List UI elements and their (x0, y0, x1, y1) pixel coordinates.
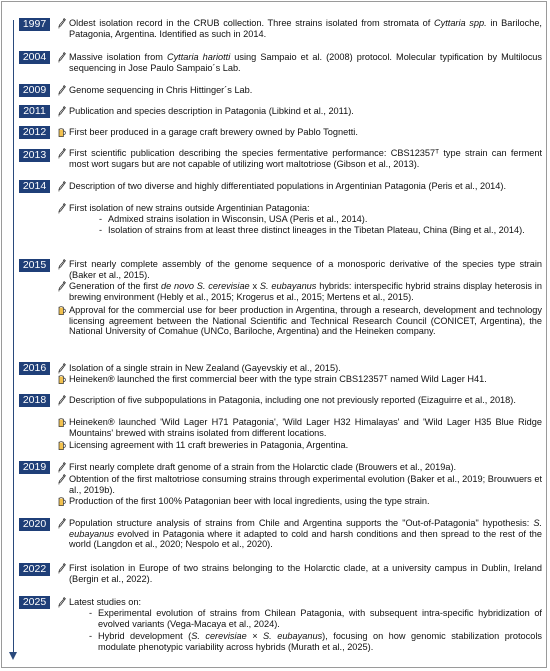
year-badge: 2009 (19, 84, 50, 97)
sub-item: - Experimental evolution of strains from Chilean Patagonia, with subsequent intra-specific hybridization of evolved variants (Vega-Macaya et al., 2024). (89, 608, 542, 629)
timeline-axis (13, 20, 14, 654)
timeline-item (58, 203, 542, 214)
sub-item-text: Experimental evolution of strains from Chilean Patagonia, with subsequent intra-specific hybridization of evolved variants (Vega-Macaya et al., 2024). (98, 608, 542, 629)
year-badge: 2012 (19, 126, 50, 139)
timeline-item (58, 259, 542, 280)
year-badge: 2015 (19, 259, 50, 272)
item-text: Production of the first 100% Patagonian beer with local ingredients, using the type strain. (69, 496, 430, 506)
pipette-icon (58, 106, 66, 117)
timeline-item (58, 305, 542, 337)
pipette-icon (58, 148, 66, 159)
timeline-arrow-icon (9, 652, 17, 660)
item-text: First isolation of new strains outside Argentinian Patagonia: (69, 203, 310, 213)
pipette-icon (58, 181, 66, 192)
pipette-icon (58, 259, 66, 270)
pipette-icon (58, 281, 66, 292)
year-badge: 2014 (19, 180, 50, 193)
item-text: Heineken® launched the first commercial beer with the type strain CBS12357ᵀ named Wild Lager H41. (69, 374, 487, 384)
beer-mug-icon (58, 417, 66, 428)
item-text: First isolation in Europe of two strains belonging to the Holarctic clade, at a university campus in Dublin, Ireland (Bergin et al., 2022). (69, 563, 542, 584)
sub-item-text: Isolation of strains from at least three distinct lineages in the Tibetan Plateau, China (Bing et al., 2014). (108, 225, 525, 235)
item-text: Isolation of a single strain in New Zealand (Gayevskiy et al., 2015). (69, 363, 341, 373)
beer-mug-icon (58, 127, 66, 138)
pipette-icon (58, 363, 66, 374)
sub-item-text: Hybrid development (S. cerevisiae × S. eubayanus), focusing on how genomic stabilization protocols modulate phenotypic variability across hybrids (Murath et al., 2025). (98, 631, 542, 652)
item-text: Description of five subpopulations in Patagonia, including one not previously reported (Eizaguirre et al., 2018). (69, 395, 516, 405)
timeline-item (58, 474, 542, 495)
timeline-item (58, 417, 542, 438)
item-text: Publication and species description in Patagonia (Libkind et al., 2011). (69, 106, 354, 116)
timeline-item (58, 597, 542, 608)
year-badge: 2018 (19, 394, 50, 407)
sub-item: - Admixed strains isolation in Wisconsin, USA (Peris et al., 2014). (99, 214, 368, 224)
item-text: Description of two diverse and highly differentiated populations in Argentinian Patagonia (Peris et al., 2014). (69, 181, 507, 191)
timeline-item (58, 85, 542, 96)
timeline-item (58, 518, 542, 550)
timeline-item (58, 440, 542, 451)
year-badge: 2022 (19, 563, 50, 576)
pipette-icon (58, 203, 66, 214)
pipette-icon (58, 563, 66, 574)
item-text: Generation of the first de novo S. cerevisiae x S. eubayanus hybrids: interspecific hybrid strains display heterosis in brewing environment (Hebly et al., 2015; Krogerus et al., 2015; Mertens et al., 2015). (69, 281, 542, 302)
timeline-item (58, 395, 542, 406)
year-badge: 2025 (19, 596, 50, 609)
item-text: Heineken® launched 'Wild Lager H71 Patagonia', 'Wild Lager H32 Himalayas' and 'Wild Lager H35 Blue Ridge Mountains' brewed with strains isolated from different locations. (69, 417, 542, 438)
item-text: Genome sequencing in Chris Hittinger´s Lab. (69, 85, 253, 95)
sub-item: - Isolation of strains from at least three distinct lineages in the Tibetan Plateau, China (Bing et al., 2014). (99, 225, 525, 235)
timeline-item (58, 363, 542, 374)
pipette-icon (58, 518, 66, 529)
year-badge: 2004 (19, 51, 50, 64)
year-badge: 2020 (19, 518, 50, 531)
timeline-item (58, 563, 542, 584)
pipette-icon (58, 462, 66, 473)
year-badge: 1997 (19, 18, 50, 31)
item-text: First beer produced in a garage craft brewery owned by Pablo Tognetti. (69, 127, 358, 137)
pipette-icon (58, 18, 66, 29)
timeline-item (58, 18, 542, 39)
sub-item: - Hybrid development (S. cerevisiae × S. eubayanus), focusing on how genomic stabilization protocols modulate phenotypic variability across hybrids (Murath et al., 2025). (89, 631, 542, 652)
timeline-item (58, 181, 542, 192)
item-text: Population structure analysis of strains from Chile and Argentina supports the "Out-of-Patagonia" hypothesis: S. eubayanus evolved in Patagonia where it adapted to cold and harsh conditions and then spread to the rest of the world (Langdon et al., 2020; Nespolo et al., 2020). (69, 518, 542, 550)
item-text: Oldest isolation record in the CRUB collection. Three strains isolated from stromata of Cyttaria spp. in Bariloche, Patagonia, Argentina. Identified as such in 2014. (69, 18, 542, 39)
item-text: First scientific publication describing the species fermentative performance: CBS12357ᵀ type strain can ferment most wort sugars but are not capable of utilizing wort maltotriose (Gibson et al., 2013). (69, 148, 542, 169)
item-text: Obtention of the first maltotriose consuming strains through experimental evolution (Baker et al., 2019; Brouwuers et al., 2019b). (69, 474, 542, 495)
beer-mug-icon (58, 440, 66, 451)
year-badge: 2013 (19, 149, 50, 162)
timeline-item (58, 127, 542, 138)
timeline-item (58, 52, 542, 73)
pipette-icon (58, 395, 66, 406)
year-badge: 2016 (19, 362, 50, 375)
timeline-item (58, 148, 542, 169)
beer-mug-icon (58, 374, 66, 385)
timeline-item (58, 496, 542, 507)
timeline-item (58, 462, 542, 473)
pipette-icon (58, 85, 66, 96)
timeline-item (58, 281, 542, 302)
pipette-icon (58, 474, 66, 485)
item-text: Latest studies on: (69, 597, 142, 607)
year-badge: 2011 (19, 105, 50, 118)
year-badge: 2019 (19, 461, 50, 474)
beer-mug-icon (58, 305, 66, 316)
item-text: First nearly complete assembly of the genome sequence of a monosporic derivative of the species type strain (Baker et al., 2015). (69, 259, 542, 280)
timeline-item (58, 374, 542, 385)
item-text: Licensing agreement with 11 craft breweries in Patagonia, Argentina. (69, 440, 349, 450)
item-text: First nearly complete draft genome of a strain from the Holarctic clade (Brouwers et al., 2019a). (69, 462, 457, 472)
pipette-icon (58, 597, 66, 608)
item-text: Approval for the commercial use for beer production in Argentina, through a research, development and technology licensing agreement between the National Scientific and Technical Research Council (CONICET, Argentina), the National University of Comahue (UNCo, Bariloche, Argentina) and the Heineken company. (69, 305, 542, 337)
item-text: Massive isolation from Cyttaria hariotti using Sampaio et al. (2008) protocol. Molecular typification by Multilocus sequencing in Jose Paulo Sampaio´s Lab. (69, 52, 542, 73)
timeline-item (58, 106, 542, 117)
beer-mug-icon (58, 496, 66, 507)
sub-item-text: Admixed strains isolation in Wisconsin, USA (Peris et al., 2014). (108, 214, 368, 224)
pipette-icon (58, 52, 66, 63)
